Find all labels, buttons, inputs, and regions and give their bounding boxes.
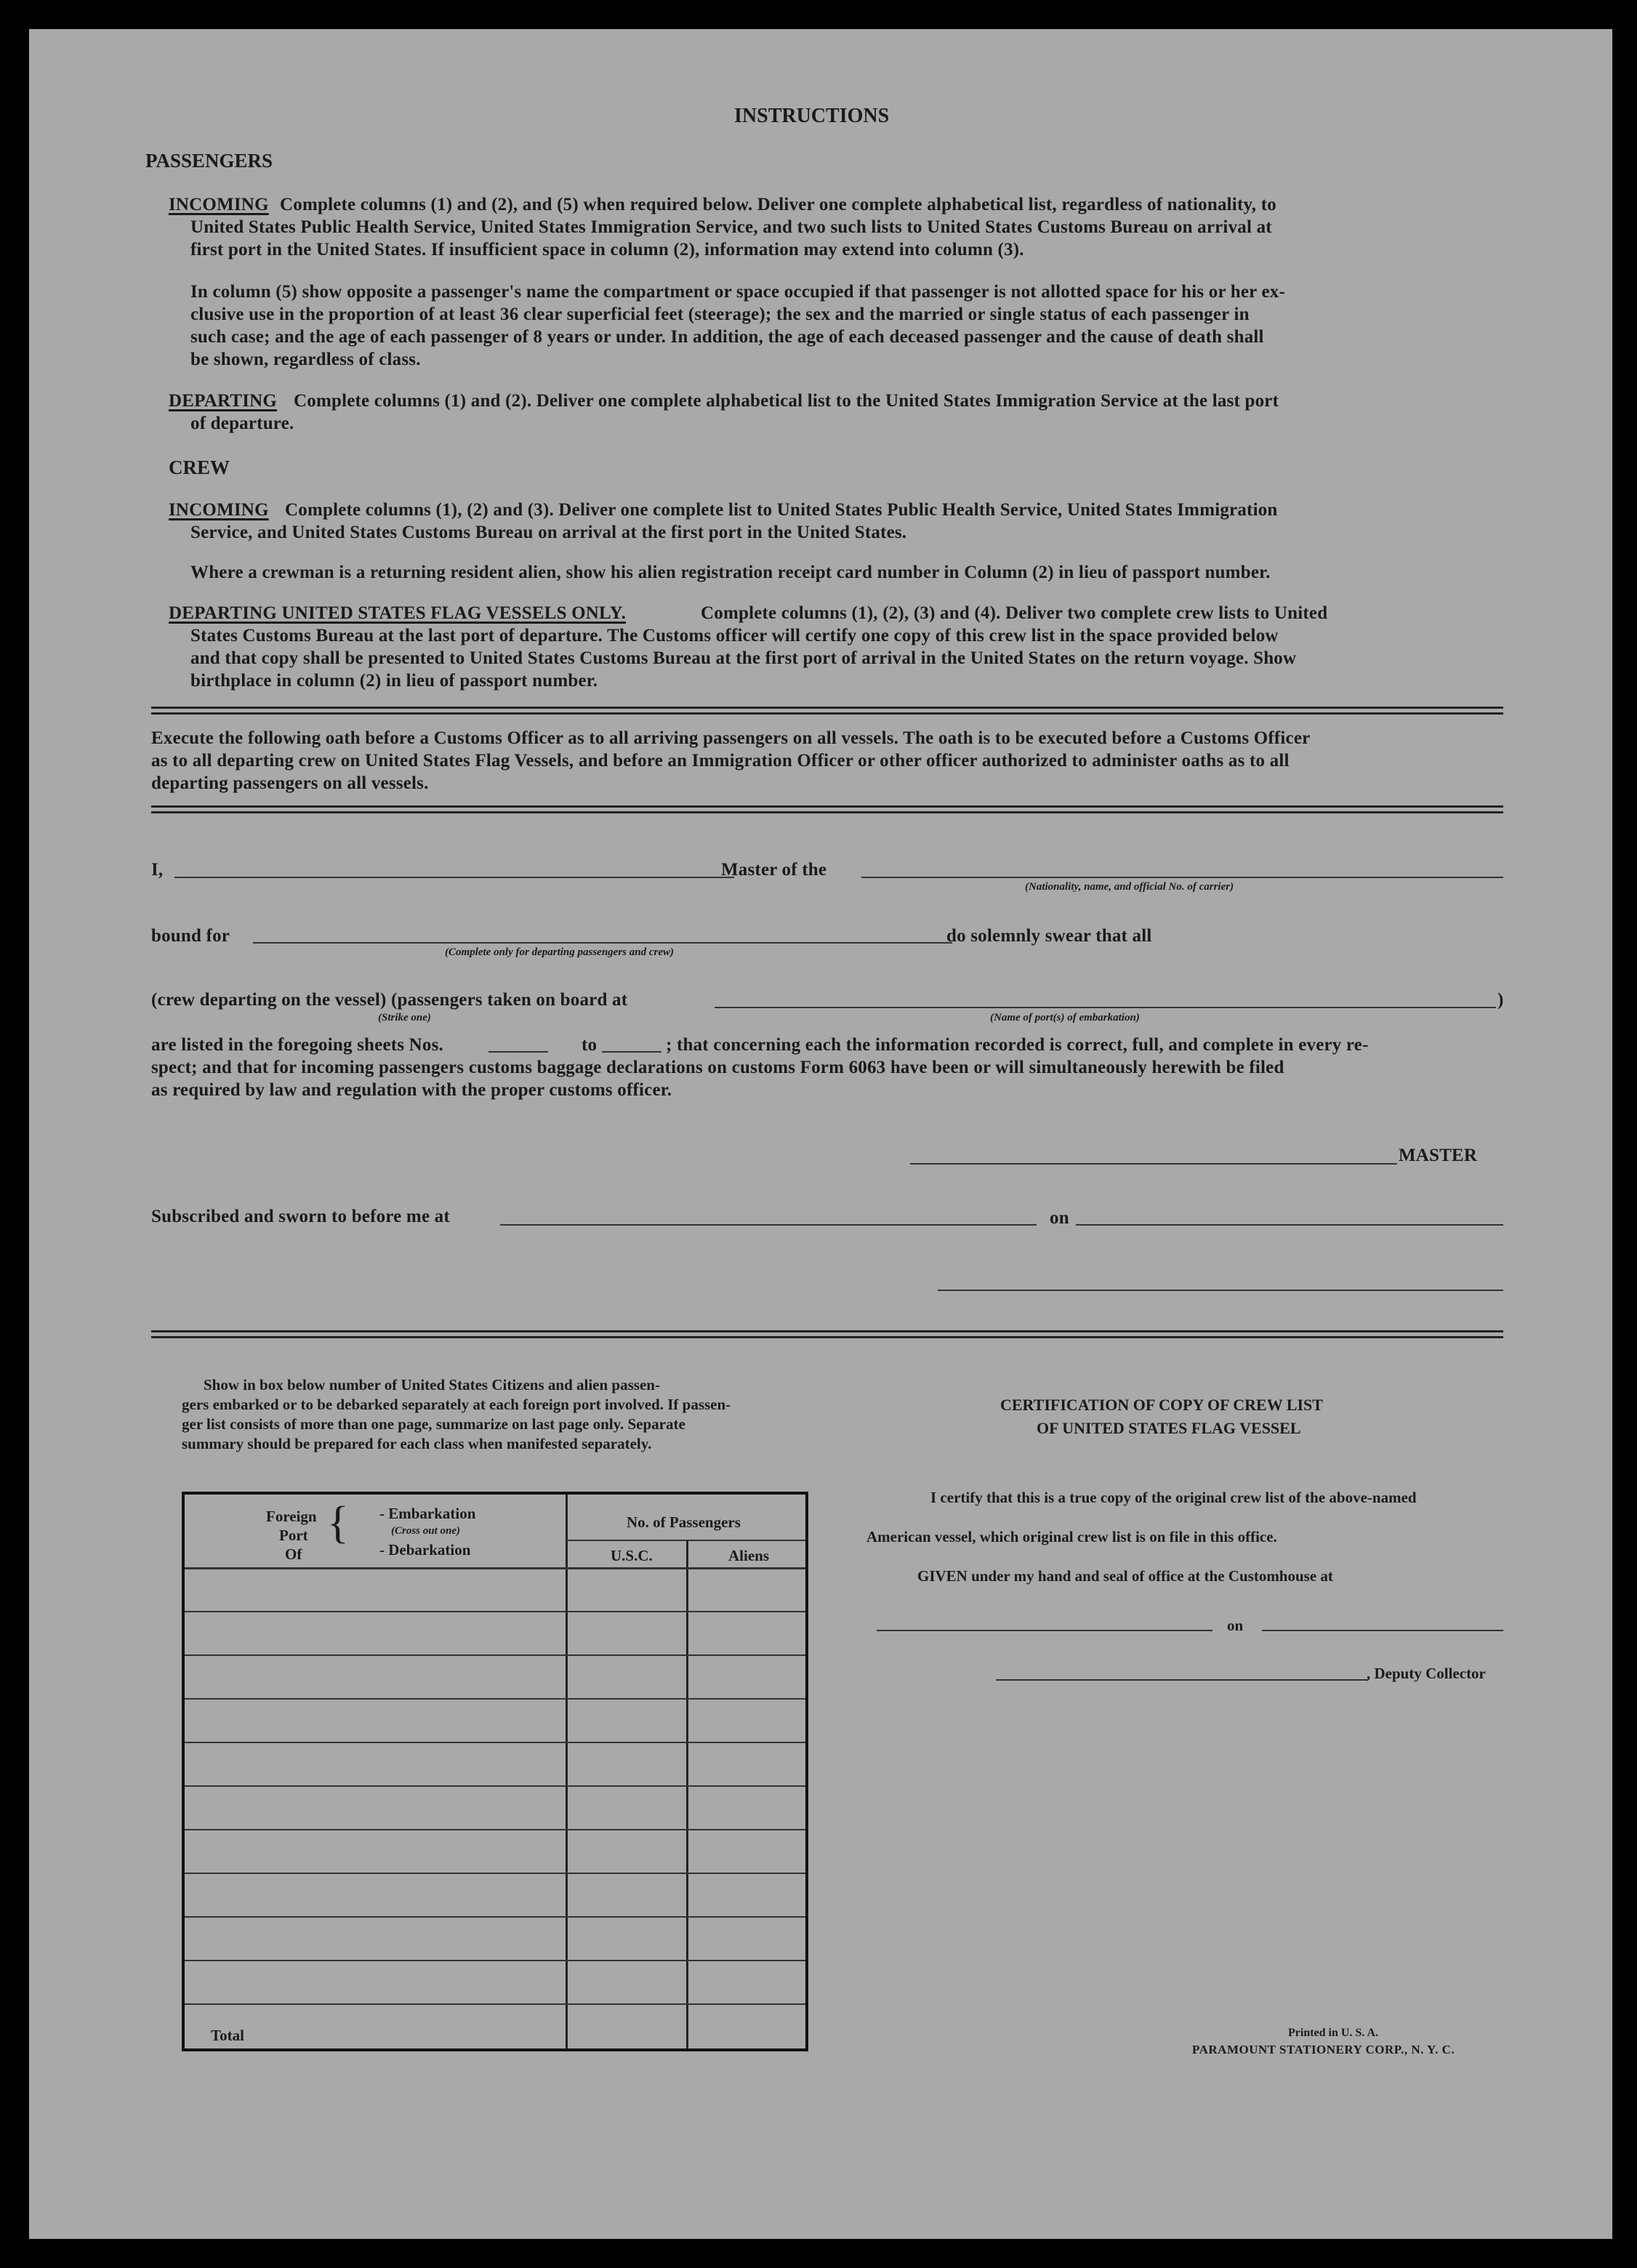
listed-line-3: as required by law and regulation with the proper customs officer. [151,1080,672,1100]
oath-intro-line-3: departing passengers on all vessels. [151,773,429,793]
summary-note-line-1: Show in box below number of United States Citizens and alien passen- [204,1376,660,1394]
aliens-header: Aliens [728,1547,770,1564]
embarkation-port-field[interactable] [715,1007,1496,1008]
sheet-to-field[interactable] [602,1051,661,1053]
swear-label: do solemnly swear that all [946,926,1152,946]
crew-title: CREW [169,457,230,478]
cert-date-field[interactable] [1262,1630,1503,1631]
divider [151,1336,1503,1338]
certification-title-1: CERTIFICATION OF COPY OF CREW LIST [1000,1396,1323,1414]
crew-incoming-line-2: Service, and United States Customs Bureau on arrival at the first port in the United States. [190,523,907,542]
form-page [29,29,1612,2239]
column-divider [566,1495,568,2048]
master-label: MASTER [1399,1146,1478,1165]
passenger-summary-table [182,1492,808,2051]
table-row [185,2003,805,2005]
oath-intro-line-2: as to all departing crew on United States Flag Vessels, and before an Immigration Officer or other officer authorized to administer oaths as to all [151,751,1290,771]
total-label: Total [211,2027,244,2044]
column5-line-3: such case; and the age of each passenger of 8 years or under. In addition, the age of each deceased passenger and the cause of death shall [190,327,1264,347]
sheet-from-field[interactable] [488,1051,548,1053]
table-row [185,1873,805,1874]
table-row [185,1742,805,1743]
crew-departing-line-4: birthplace in column (2) in lieu of passport number. [190,671,598,691]
embarkation-label: - Embarkation [379,1505,476,1522]
certify-line-3: GIVEN under my hand and seal of office at the Customhouse at [917,1567,1333,1585]
passengers-departing-label: DEPARTING [169,391,278,411]
deputy-signature-field[interactable] [996,1679,1368,1681]
listed-label-b: ; that concerning each the information recorded is correct, full, and complete in every re- [666,1035,1369,1055]
column5-line-1: In column (5) show opposite a passenger's name the compartment or space occupied if that passenger is not allotted space for his or her ex- [190,282,1285,302]
table-row [185,1698,805,1700]
crew-departing-line-2: States Customs Bureau at the last port of departure. The Customs officer will certify one copy of this crew list in the space provided below [190,626,1279,646]
passengers-incoming-label: INCOMING [169,195,269,214]
passengers-incoming-line-2: United States Public Health Service, United States Immigration Service, and two such lists to United States Customs Bureau on arrival at [190,217,1272,237]
summary-note-line-2: gers embarked or to be debarked separately at each foreign port involved. If passen- [182,1396,731,1413]
bound-for-field[interactable] [253,942,952,944]
summary-note-line-4: summary should be prepared for each class when manifested separately. [182,1435,652,1452]
passengers-incoming-line-3: first port in the United States. If insufficient space in column (2), information may extend into column (3). [190,240,1024,260]
crew-incoming-line-1: Complete columns (1), (2) and (3). Deliver one complete list to United States Public Health Service, United States Immigration [285,500,1278,520]
debarkation-label: - Debarkation [379,1541,471,1559]
instructions-heading: INSTRUCTIONS [734,105,890,127]
foreign-label: Foreign [266,1508,317,1525]
divider [151,1330,1503,1332]
listed-to-label: to [582,1035,598,1055]
crew-departing-label: DEPARTING UNITED STATES FLAG VESSELS ONLY. [169,603,627,623]
port-label: Port [279,1527,308,1544]
deputy-label: , Deputy Collector [1367,1665,1486,1682]
master-name-field[interactable] [174,877,734,878]
usc-header: U.S.C. [611,1547,653,1564]
column-divider [686,1540,688,2048]
officer-signature-field[interactable] [938,1290,1503,1291]
divider [151,712,1503,715]
table-row [185,1654,805,1656]
crew-incoming-label: INCOMING [169,500,269,520]
cross-out-caption: (Cross out one) [391,1525,461,1537]
column5-line-2: clusive use in the proportion of at least 36 clear superficial feet (steerage); the sex and the married or single status of each passenger in [190,305,1250,324]
listed-line-2: spect; and that for incoming passengers customs baggage declarations on customs Form 6063 have been or will simultaneously herewith be filed [151,1058,1284,1077]
table-row [185,1785,805,1787]
column5-line-4: be shown, regardless of class. [190,350,421,369]
passengers-departing-line-2: of departure. [190,414,294,433]
table-row [185,1611,805,1612]
crew-passengers-label: (crew departing on the vessel) (passengers taken on board at [151,990,628,1010]
oath-i-label: I, [151,860,164,880]
crew-departing-line-3: and that copy shall be presented to United States Customs Bureau at the first port of arrival in the United States on the return voyage. Show [190,648,1297,668]
printer-name: PARAMOUNT STATIONERY CORP., N. Y. C. [1192,2043,1455,2056]
customhouse-field[interactable] [877,1630,1212,1631]
oath-intro-line-1: Execute the following oath before a Customs Officer as to all arriving passengers on all vessels. The oath is to be executed before a Customs Officer [151,728,1311,748]
divider [151,707,1503,709]
passengers-title: PASSENGERS [145,150,273,172]
cert-on-label: on [1227,1617,1244,1634]
listed-label-a: are listed in the foregoing sheets Nos. [151,1035,443,1055]
summary-note-line-3: ger list consists of more than one page, summarize on last page only. Separate [182,1415,685,1433]
table-row [185,1916,805,1918]
divider [151,805,1503,808]
close-paren: ) [1497,990,1504,1010]
bound-for-label: bound for [151,926,230,946]
subscribed-label: Subscribed and sworn to before me at [151,1207,450,1226]
certify-line-2: American vessel, which original crew list is on file in this office. [866,1528,1277,1545]
strike-caption: (Strike one) [378,1012,431,1024]
passengers-incoming-line-1: Complete columns (1) and (2), and (5) when required below. Deliver one complete alphabetical list, regardless of nationality, to [280,195,1276,214]
port-caption: (Name of port(s) of embarkation) [990,1012,1140,1024]
carrier-field[interactable] [861,877,1503,878]
master-signature-field[interactable] [910,1163,1397,1165]
no-passengers-header: No. of Passengers [627,1513,741,1531]
table-row [185,1960,805,1961]
bound-caption: (Complete only for departing passengers and crew) [445,946,674,958]
certification-title-2: OF UNITED STATES FLAG VESSEL [1037,1419,1301,1437]
crew-departing-line-1: Complete columns (1), (2), (3) and (4). Deliver two complete crew lists to United [701,603,1328,623]
table-row [185,1829,805,1830]
header-bottom [185,1567,805,1569]
sworn-on-label: on [1050,1208,1069,1228]
sworn-date-field[interactable] [1076,1224,1503,1226]
crew-resident-line: Where a crewman is a returning resident alien, show his alien registration receipt card number in Column (2) in lieu of passport number. [190,563,1271,582]
carrier-caption: (Nationality, name, and official No. of carrier) [1025,881,1234,893]
printed-in-usa: Printed in U. S. A. [1288,2027,1379,2039]
master-of-label: Master of the [721,860,827,880]
brace-icon: { [327,1498,349,1548]
divider [151,811,1503,813]
sworn-place-field[interactable] [500,1224,1037,1226]
header-subdivider [566,1540,805,1541]
of-label: Of [285,1545,302,1563]
certify-line-1: I certify that this is a true copy of the original crew list of the above-named [930,1489,1417,1506]
passengers-departing-line-1: Complete columns (1) and (2). Deliver one complete alphabetical list to the United States Immigration Service at the last port [294,391,1279,411]
